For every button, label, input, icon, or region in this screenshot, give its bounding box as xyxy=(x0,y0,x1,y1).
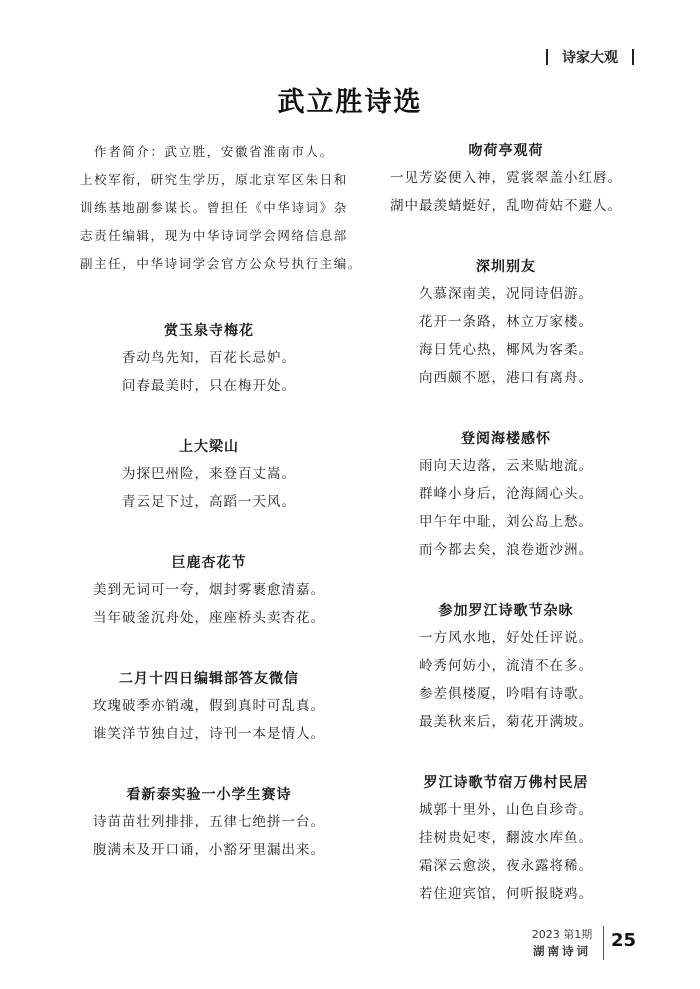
poem-line: 久慕深南美，况同诗侣游。 xyxy=(419,286,593,302)
poem-title: 赏玉泉寺梅花 xyxy=(164,323,254,339)
poem-line: 花开一条路，林立万家楼。 xyxy=(419,314,593,330)
poem-line: 湖中最羡蜻蜓好，乱吻荷姑不避人。 xyxy=(390,198,622,214)
poem-line: 向西颇不愿，港口有离舟。 xyxy=(419,370,593,386)
poem-title: 参加罗江诗歌节杂咏 xyxy=(438,603,574,619)
footer-issue-info xyxy=(528,927,596,959)
poem xyxy=(378,598,634,736)
bio-line: 作者简介：武立胜，安徽省淮南市人。 xyxy=(94,144,334,159)
poem-line: 为探巴州险，来登百丈嵩。 xyxy=(122,466,296,482)
poem-line: 青云足下过，高蹈一天风。 xyxy=(122,494,296,510)
poem-line: 腹满未及开口诵，小豁牙里漏出来。 xyxy=(93,842,325,858)
poem xyxy=(378,770,634,908)
poem xyxy=(80,550,338,632)
section-tag-bar-right xyxy=(632,49,634,65)
poem-line: 霜深云愈淡，夜永露将稀。 xyxy=(419,858,593,874)
poem xyxy=(378,138,634,220)
poem xyxy=(378,426,634,564)
poem-line: 香动鸟先知，百花长忌妒。 xyxy=(122,350,296,366)
poem-line: 谁笑洋节独自过，诗刊一本是情人。 xyxy=(93,726,325,742)
poem-title: 登阅海楼感怀 xyxy=(461,431,551,447)
bio-line: 训练基地副参谋长。曾担任《中华诗词》杂 xyxy=(80,200,348,215)
poem-line: 当年破釜沉舟处，座座桥头卖杏花。 xyxy=(93,610,325,626)
section-tag xyxy=(546,46,634,68)
poem-line: 一见芳姿便入神，霓裳翠盖小红唇。 xyxy=(390,170,622,186)
poem-line: 若住迎宾馆，何听报晓鸡。 xyxy=(419,886,593,902)
poem-line: 海日凭心热，椰风为客柔。 xyxy=(419,342,593,358)
poem-line: 问春最美时，只在梅开处。 xyxy=(122,378,296,394)
bio-line: 副主任，中华诗词学会官方公众号执行主编。 xyxy=(80,256,363,271)
poem-line: 最美秋来后，菊花开满坡。 xyxy=(419,714,593,730)
poem xyxy=(80,318,338,400)
page-number: 25 xyxy=(611,930,637,951)
poem-line: 而今都去矣，浪卷逝沙洲。 xyxy=(419,542,593,558)
poem xyxy=(80,782,338,864)
footer-journal-logo: 湖南诗词 xyxy=(533,944,591,958)
poem-title: 上大梁山 xyxy=(179,439,239,455)
poem-line: 岭秀何妨小，流清不在多。 xyxy=(419,658,593,674)
poem-line: 美到无词可一夸，烟封雾裹愈清嘉。 xyxy=(93,582,325,598)
section-tag-label: 诗家大观 xyxy=(562,50,618,66)
poem-title: 吻荷亭观荷 xyxy=(468,143,544,159)
poem-line: 城郭十里外，山色自珍奇。 xyxy=(419,802,593,818)
page-title: 武立胜诗选 xyxy=(277,87,423,118)
section-tag-bar-left xyxy=(546,49,548,65)
poem-line: 雨向天边落，云来贴地流。 xyxy=(419,458,593,474)
poem-line: 甲午年中耻，刘公岛上愁。 xyxy=(419,514,593,530)
poem-title: 深圳别友 xyxy=(476,259,536,275)
poem xyxy=(80,666,338,748)
poem-line: 群峰小身后，沧海阔心头。 xyxy=(419,486,593,502)
bio-line: 上校军衔，研究生学历，原北京军区朱日和 xyxy=(80,172,348,187)
poem-title: 罗江诗歌节宿万佛村民居 xyxy=(423,775,589,791)
poem-title: 看新泰实验一小学生赛诗 xyxy=(126,787,292,803)
poem-line: 挂树贵妃枣，翻波水库鱼。 xyxy=(419,830,593,846)
poem-line: 诗苗苗壮列排排，五律七绝拼一台。 xyxy=(93,814,325,830)
poem-title: 二月十四日编辑部答友微信 xyxy=(119,671,299,687)
poem xyxy=(80,434,338,516)
footer-issue: 2023 第1期 xyxy=(531,928,593,941)
poem-line: 一方风水地，好处任评说。 xyxy=(419,630,593,646)
footer-divider xyxy=(603,926,604,960)
poem xyxy=(378,254,634,392)
poem-line: 玫瑰破季亦销魂，假到真时可乱真。 xyxy=(93,698,325,714)
poem-title: 巨鹿杏花节 xyxy=(171,555,247,571)
left-column xyxy=(80,138,363,864)
author-bio xyxy=(80,138,363,278)
poem-line: 参差俱楼厦，吟唱有诗歌。 xyxy=(419,686,593,702)
bio-line: 志责任编辑，现为中华诗词学会网络信息部 xyxy=(80,228,348,243)
right-column xyxy=(378,138,634,908)
